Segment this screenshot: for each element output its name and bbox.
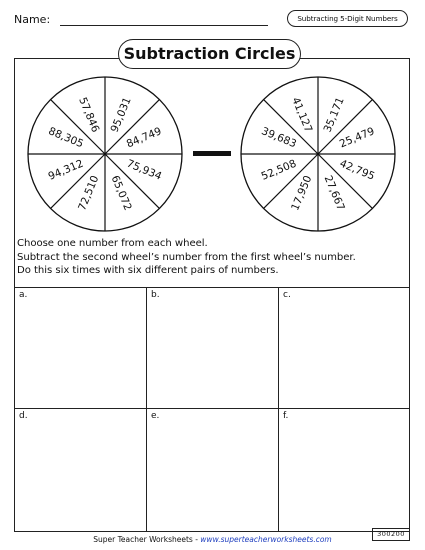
wheel-number: 39,683 — [259, 125, 299, 151]
wheel-number: 41,127 — [289, 95, 315, 135]
answer-box-label: f. — [283, 411, 289, 421]
answer-box-label: d. — [19, 411, 28, 421]
answer-box-d[interactable] — [14, 408, 147, 532]
wheel-number: 65,072 — [108, 173, 134, 213]
footer-url[interactable]: www.superteacherworksheets.com — [200, 535, 332, 544]
instruction-line: Subtract the second wheel’s number from the first wheel’s number. — [17, 251, 356, 263]
wheel-number: 25,479 — [337, 125, 377, 151]
answer-box-e[interactable] — [146, 408, 279, 532]
wheel-number: 95,031 — [108, 95, 134, 135]
wheel-number: 75,934 — [124, 157, 164, 183]
wheel-number: 88,305 — [46, 125, 86, 151]
worksheet-title: Subtraction Circles — [118, 39, 301, 69]
wheel-number: 84,749 — [124, 125, 164, 151]
wheel-number: 27,667 — [321, 173, 347, 213]
wheel-number: 72,510 — [76, 173, 102, 213]
answer-box-label: a. — [19, 290, 28, 300]
wheel-number: 57,846 — [76, 95, 102, 135]
answer-box-label: c. — [283, 290, 291, 300]
instructions — [17, 237, 356, 278]
answer-box-label: b. — [151, 290, 160, 300]
wheel-number: 35,171 — [321, 95, 347, 135]
first-wheel — [28, 77, 182, 231]
answer-box-a[interactable] — [14, 287, 147, 409]
name-label: Name: — [14, 13, 51, 26]
answer-grid — [14, 287, 410, 532]
wheel-number: 17,950 — [289, 173, 315, 213]
minus-sign — [193, 151, 231, 156]
wheel-number: 94,312 — [46, 157, 86, 183]
topic-tag: Subtracting 5-Digit Numbers — [287, 10, 408, 27]
wheels-graphic — [0, 0, 425, 240]
footer — [0, 535, 425, 544]
answer-box-f[interactable] — [278, 408, 410, 532]
wheel-number: 42,795 — [337, 157, 377, 183]
instruction-line: Choose one number from each wheel. — [17, 238, 208, 249]
answer-box-b[interactable] — [146, 287, 279, 409]
second-wheel — [241, 77, 395, 231]
answer-box-c[interactable] — [278, 287, 410, 409]
answer-box-label: e. — [151, 411, 160, 421]
worksheet-code: 300200 — [372, 528, 410, 541]
footer-brand: Super Teacher Worksheets - — [93, 535, 201, 544]
wheel-number: 52,508 — [259, 157, 299, 183]
instruction-line: Do this six times with six different pairs of numbers. — [17, 265, 279, 276]
